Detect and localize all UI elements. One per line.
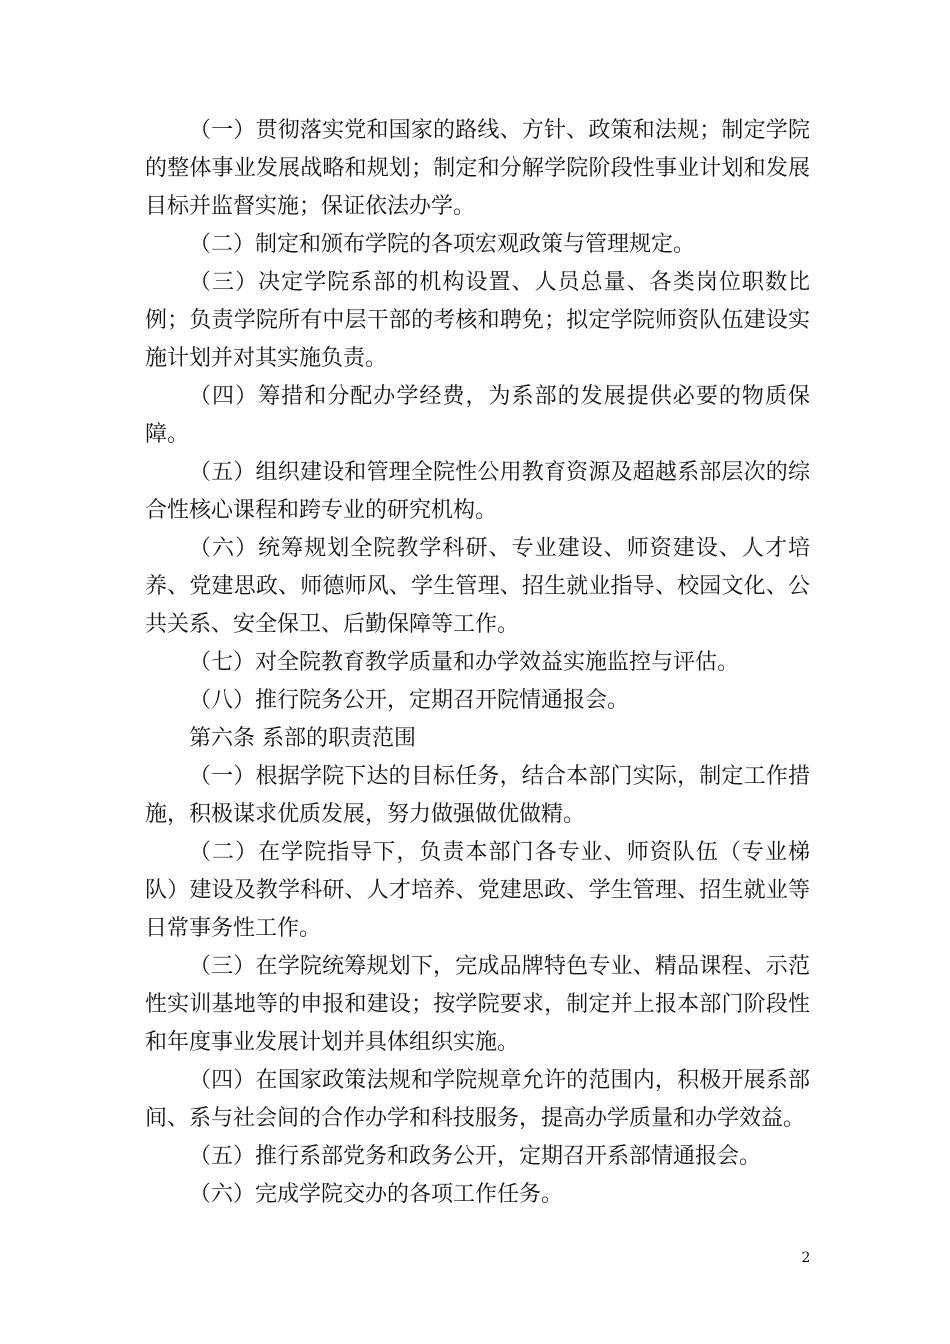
- paragraph-13: （五）推行系部党务和政务公开，定期召开系部情通报会。: [189, 1144, 762, 1169]
- paragraph-7: （七）对全院教育教学质量和办学效益实施监控与评估。: [189, 650, 740, 675]
- paragraph-2: （二）制定和颁布学院的各项宏观政策与管理规定。: [189, 232, 696, 257]
- paragraph-8: （八）推行院务公开，定期召开院情通报会。: [189, 688, 630, 713]
- paragraph-11: （三）在学院统筹规划下，完成品牌特色专业、精品课程、示范性实训基地等的申报和建设；按学院要求，制定并上报本部门阶段性和年度事业发展计划并具体组织实施。: [145, 954, 810, 1055]
- paragraph-5: （五）组织建设和管理全院性公用教育资源及超越系部层次的综合性核心课程和跨专业的研究机构。: [145, 460, 810, 523]
- paragraph-12: （四）在国家政策法规和学院规章允许的范围内，积极开展系部间、系与社会间的合作办学和科技服务，提高办学质量和办学效益。: [145, 1068, 810, 1131]
- page-number: 2: [801, 1250, 811, 1266]
- paragraph-3: （三）决定学院系部的机构设置、人员总量、各类岗位职数比例；负责学院所有中层干部的考核和聘免；拟定学院师资队伍建设实施计划并对其实施负责。: [145, 270, 810, 371]
- paragraph-14: （六）完成学院交办的各项工作任务。: [189, 1182, 564, 1207]
- document-body: [145, 112, 810, 1214]
- paragraph-6: （六）统筹规划全院教学科研、专业建设、师资建设、人才培养、党建思政、师德师风、学生管理、招生就业指导、校园文化、公共关系、安全保卫、后勤保障等工作。: [145, 536, 810, 637]
- paragraph-1: （一）贯彻落实党和国家的路线、方针、政策和法规；制定学院的整体事业发展战略和规划；制定和分解学院阶段性事业计划和发展目标并监督实施；保证依法办学。: [145, 118, 810, 219]
- paragraph-4: （四）筹措和分配办学经费，为系部的发展提供必要的物质保障。: [145, 384, 810, 447]
- paragraph-10: （二）在学院指导下，负责本部门各专业、师资队伍（专业梯队）建设及教学科研、人才培养、党建思政、学生管理、招生就业等日常事务性工作。: [145, 840, 810, 941]
- paragraph-9: （一）根据学院下达的目标任务，结合本部门实际，制定工作措施，积极谋求优质发展，努力做强做优做精。: [145, 764, 810, 827]
- section-heading: 第六条 系部的职责范围: [189, 726, 416, 751]
